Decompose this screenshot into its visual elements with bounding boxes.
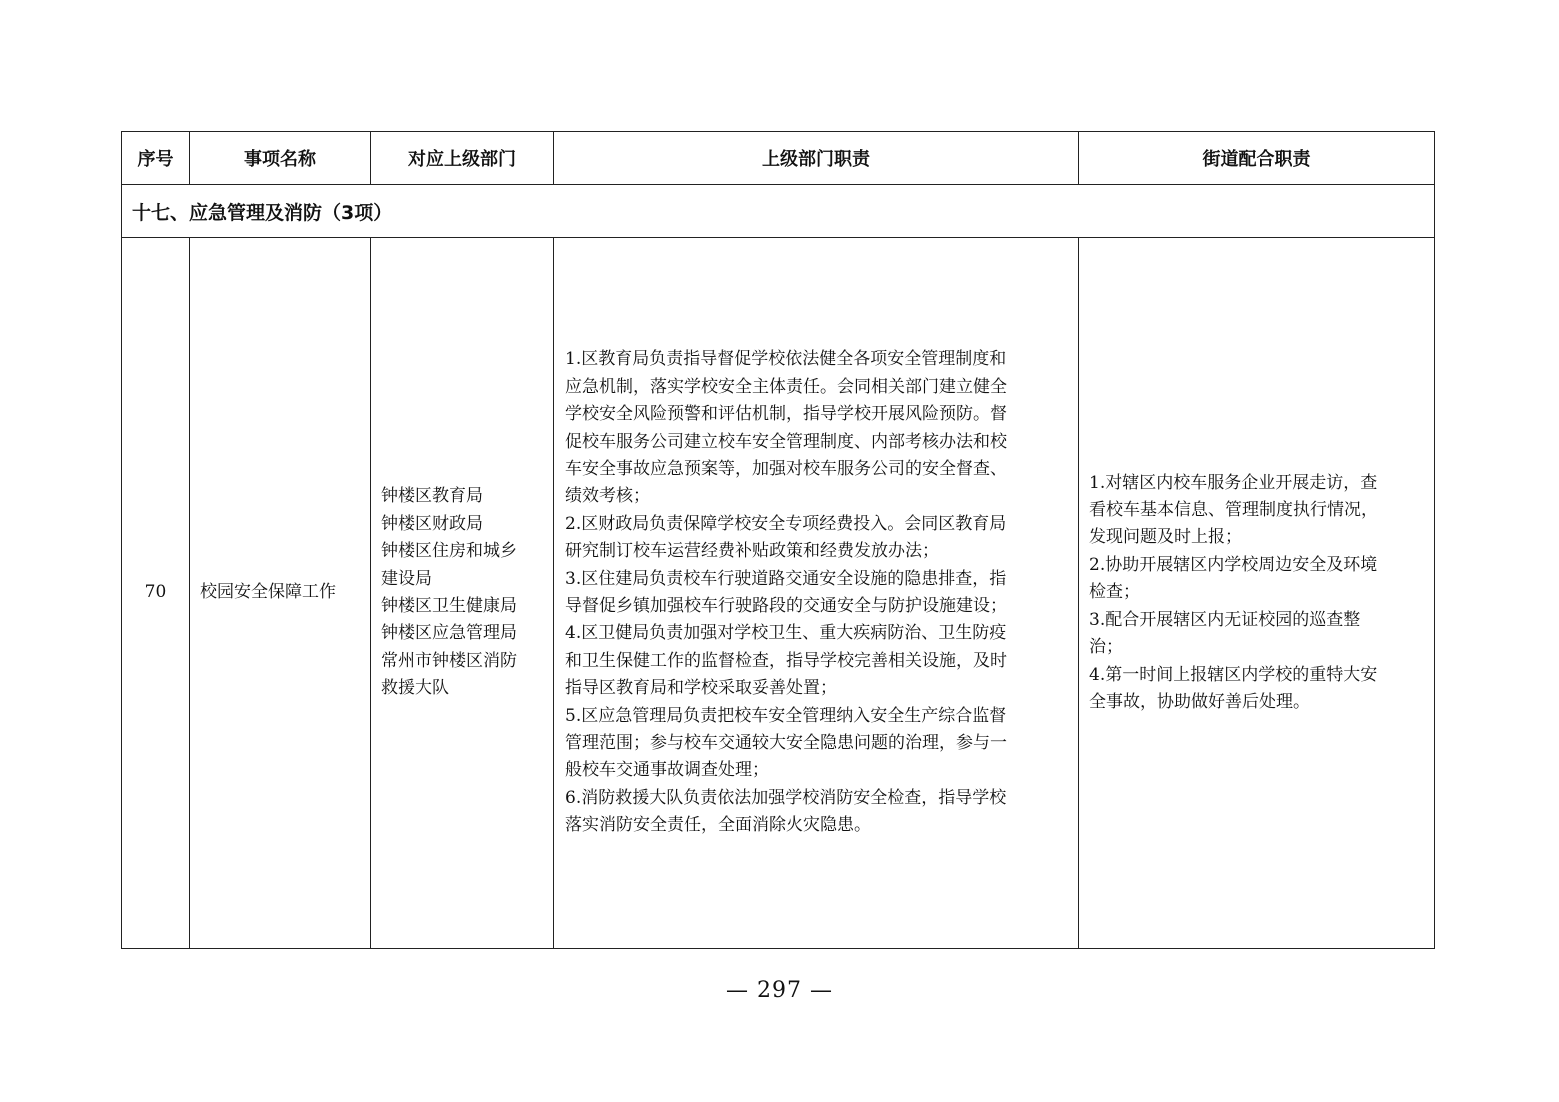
duty-line: 促校车服务公司建立校车安全管理制度、内部考核办法和校 xyxy=(565,431,1007,452)
duty-line: 4.区卫健局负责加强对学校卫生、重大疾病防治、卫生防疫 xyxy=(565,623,1007,644)
header-superior-duties: 上级部门职责 xyxy=(554,132,1079,185)
section-title: 十七、应急管理及消防（3项） xyxy=(122,185,1435,238)
department-line: 常州市钟楼区消防 xyxy=(381,650,517,671)
page-number: — 297 — xyxy=(726,978,833,1003)
duty-line: 学校安全风险预警和评估机制，指导学校开展风险预防。督 xyxy=(565,404,1007,425)
header-row xyxy=(122,132,1435,185)
duty-line: 3.区住建局负责校车行驶道路交通安全设施的隐患排查，指 xyxy=(565,568,1007,589)
duty-line: 管理范围；参与校车交通较大安全隐患问题的治理，参与一 xyxy=(565,733,1007,754)
duty-line: 1.区教育局负责指导督促学校依法健全各项安全管理制度和 xyxy=(565,349,1007,370)
header-number: 序号 xyxy=(122,132,190,185)
header-street-duties: 街道配合职责 xyxy=(1079,132,1435,185)
row-number: 70 xyxy=(122,238,190,949)
street-duty-line: 3.配合开展辖区内无证校园的巡查整 xyxy=(1089,609,1361,630)
street-duty-line: 4.第一时间上报辖区内学校的重特大安 xyxy=(1089,664,1378,685)
department-line: 救援大队 xyxy=(381,678,449,699)
duty-line: 导督促乡镇加强校车行驶路段的交通安全与防护设施建设； xyxy=(565,596,1007,616)
row-item-name: 校园安全保障工作 xyxy=(190,238,371,949)
duty-line: 落实消防安全责任，全面消除火灾隐患。 xyxy=(565,815,871,836)
street-duty-line: 2.协助开展辖区内学校周边安全及环境 xyxy=(1089,554,1378,575)
header-department: 对应上级部门 xyxy=(371,132,554,185)
duty-line: 应急机制，落实学校安全主体责任。会同相关部门建立健全 xyxy=(565,376,1007,397)
row-street-duties xyxy=(1079,238,1435,949)
table-row xyxy=(122,238,1435,949)
duty-line: 6.消防救援大队负责依法加强学校消防安全检查，指导学校 xyxy=(565,787,1007,808)
duty-line: 5.区应急管理局负责把校车安全管理纳入安全生产综合监督 xyxy=(565,705,1007,726)
department-line: 钟楼区教育局 xyxy=(381,486,483,507)
row-departments xyxy=(371,238,554,949)
header-item-name: 事项名称 xyxy=(190,132,371,185)
section-row xyxy=(122,185,1435,238)
department-line: 钟楼区应急管理局 xyxy=(381,623,517,644)
street-duty-line: 全事故，协助做好善后处理。 xyxy=(1089,691,1310,712)
duty-line: 2.区财政局负责保障学校安全专项经费投入。会同区教育局 xyxy=(565,513,1007,534)
street-duty-line: 发现问题及时上报； xyxy=(1089,527,1242,548)
duty-line: 和卫生保健工作的监督检查，指导学校完善相关设施，及时 xyxy=(565,650,1007,671)
street-duty-line: 治； xyxy=(1089,637,1123,658)
duty-line: 研究制订校车运营经费补贴政策和经费发放办法； xyxy=(565,541,939,562)
duty-line: 般校车交通事故调查处理； xyxy=(565,760,769,781)
duty-line: 绩效考核； xyxy=(565,486,650,507)
department-line: 钟楼区住房和城乡 xyxy=(381,541,517,562)
department-line: 钟楼区财政局 xyxy=(381,513,483,534)
street-duty-line: 1.对辖区内校车服务企业开展走访，查 xyxy=(1089,472,1378,493)
department-line: 建设局 xyxy=(381,568,432,589)
street-duty-line: 看校车基本信息、管理制度执行情况， xyxy=(1089,500,1378,521)
duty-line: 车安全事故应急预案等，加强对校车服务公司的安全督查、 xyxy=(565,458,1007,479)
duty-line: 指导区教育局和学校采取妥善处置； xyxy=(565,678,837,699)
street-duty-line: 检查； xyxy=(1089,582,1140,603)
department-line: 钟楼区卫生健康局 xyxy=(381,596,517,616)
row-superior-duties xyxy=(554,238,1079,949)
responsibility-table xyxy=(121,131,1435,949)
